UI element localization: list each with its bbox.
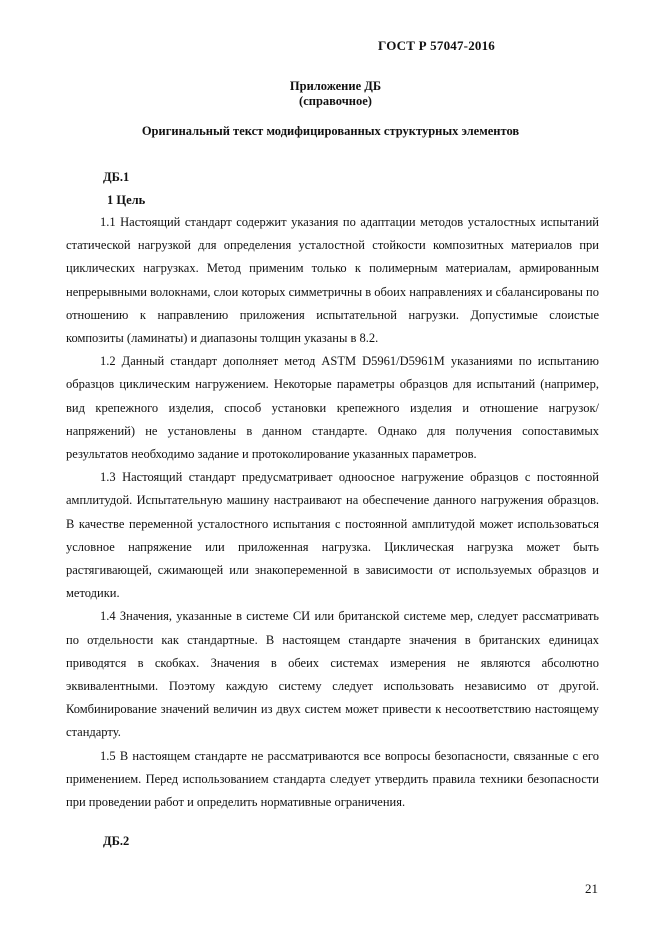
body-text (66, 211, 599, 814)
appendix-title: Приложение ДБ (289, 79, 382, 93)
paragraph-1-5: 1.5 В настоящем стандарте не рассматриваются все вопросы безопасности, связанные с его применением. Перед использованием стандарта следует утвердить правила техники безопасности при проведении работ и определить нормативные ограничения. (66, 748, 599, 810)
appendix-type: (справочное) (299, 94, 372, 108)
section-heading-purpose: 1 Цель (107, 193, 146, 207)
section-id-db1: ДБ.1 (103, 170, 130, 184)
document-header: ГОСТ Р 57047-2016 (378, 38, 495, 53)
paragraph-1-2: 1.2 Данный стандарт дополняет метод ASTM D5961/D5961M указаниями по испытанию образцов циклическим нагружением. Некоторые параметры образцов для испытаний (например, вид крепежного изделия, способ установки крепежного изделия и отношение нагрузок/напряжений) не установлены в данном стандарте. Однако для получения сопоставимых результатов необходимо задание и протоколирование указанных параметров. (66, 354, 599, 462)
section-id-db2: ДБ.2 (103, 834, 130, 848)
appendix-subtitle: Оригинальный текст модифицированных структурных элементов (141, 124, 520, 138)
appendix-title-block (0, 79, 661, 109)
page-number: 21 (585, 881, 598, 896)
paragraph-1-4: 1.4 Значения, указанные в системе СИ или британской системе мер, следует рассматривать по отдельности как стандартные. В настоящем стандарте значения в британских единицах приводятся в скобках. Значения в обеих системах измерения не являются абсолютно эквивалентными. Поэтому каждую систему следует использовать независимо от другой. Комбинирование значений величин из двух систем может привести к несоответствию настоящему стандарту. (66, 609, 599, 740)
paragraph-1-1: 1.1 Настоящий стандарт содержит указания по адаптации методов усталостных испытаний статической нагрузкой для определения усталостной стойкости композитных материалов при циклических нагрузках. Метод применим только к полимерным материалам, армированным непрерывными волокнами, слои которых симметричны в обоих направлениях и сбалансированы по отношению к направлению приложения испытательной нагрузки. Допустимые слоистые композиты (ламинаты) и диапазоны толщин указаны в 8.2. (66, 215, 599, 346)
paragraph-1-3: 1.3 Настоящий стандарт предусматривает одноосное нагружение образцов с постоянной амплитудой. Испытательную машину настраивают на обеспечение данного нагружения образцов. В качестве переменной усталостного испытания с постоянной амплитудой может использоваться условное напряжение или приложенная нагрузка. Циклическая нагрузка может быть растягивающей, сжимающей или знакопеременной в зависимости от используемых образцов и методики. (66, 470, 599, 601)
